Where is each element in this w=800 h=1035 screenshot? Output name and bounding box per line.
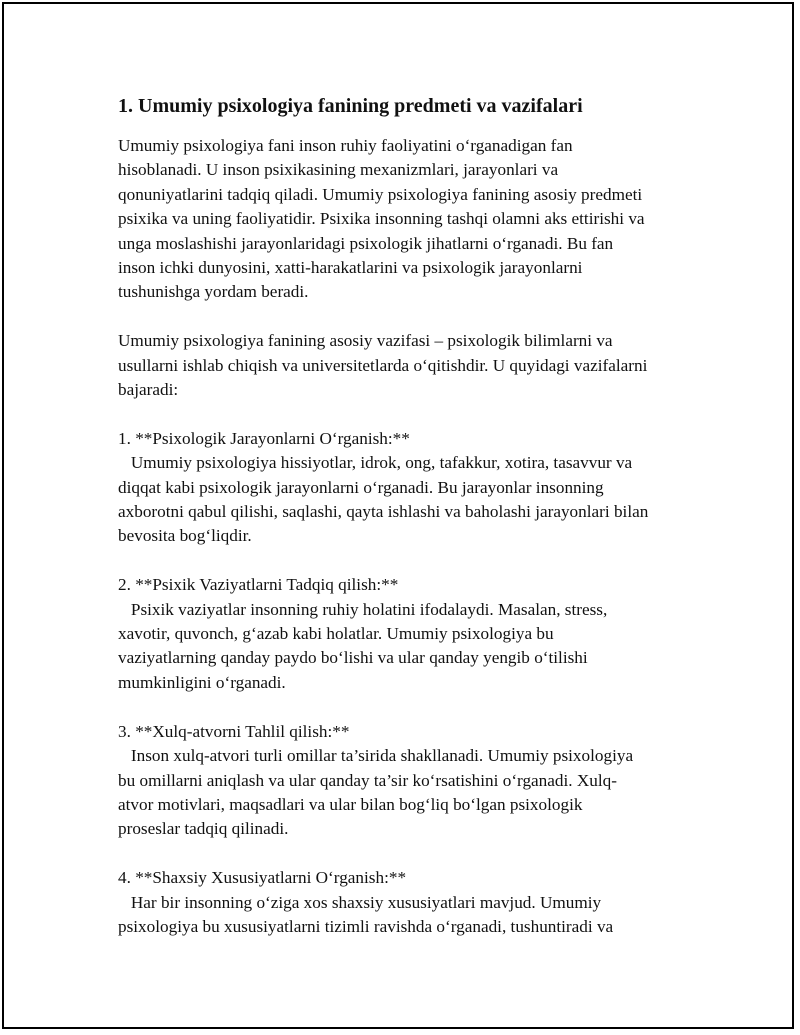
- list-item-3: [118, 720, 698, 842]
- text-line: psixologiya bu xususiyatlarni tizimli ravishda o‘rganadi, tushuntiradi va: [118, 916, 614, 936]
- text-line: Psixik vaziyatlar insonning ruhiy holatini ifodalaydi. Masalan, stress,: [118, 599, 608, 619]
- text-line: bevosita bog‘liqdir.: [118, 526, 252, 546]
- text-line: axborotni qabul qilishi, saqlashi, qayta ishlashi va baholashi jarayonlari bilan: [118, 502, 649, 522]
- text-line: Inson xulq-atvori turli omillar ta’sirida shakllanadi. Umumiy psixologiya: [118, 746, 634, 766]
- list-item-title: 3. **Xulq-atvorni Tahlil qilish:**: [118, 721, 350, 741]
- paragraph-tasks: [118, 329, 698, 402]
- text-line: qonuniyatlarini tadqiq qiladi. Umumiy psixologiya fanining asosiy predmeti: [118, 184, 643, 204]
- text-line: Umumiy psixologiya fanining asosiy vazifasi – psixologik bilimlarni va: [118, 331, 613, 351]
- list-item-title: 4. **Shaxsiy Xususiyatlarni O‘rganish:**: [118, 868, 407, 888]
- text-line: proseslar tadqiq qilinadi.: [118, 819, 289, 839]
- text-line: unga moslashishi jarayonlaridagi psixologik jihatlarni o‘rganadi. Bu fan: [118, 233, 614, 253]
- text-line: tushunishga yordam beradi.: [118, 282, 309, 302]
- paragraph-spacer: [118, 695, 698, 719]
- paragraph-spacer: [118, 842, 698, 866]
- text-line: bu omillarni aniqlash va ular qanday ta’sir ko‘rsatishini o‘rganadi. Xulq-: [118, 770, 617, 790]
- text-line: mumkinligini o‘rganadi.: [118, 672, 286, 692]
- list-item-title: 1. **Psixologik Jarayonlarni O‘rganish:**: [118, 428, 410, 448]
- list-item-title: 2. **Psixik Vaziyatlarni Tadqiq qilish:**: [118, 575, 399, 595]
- text-line: inson ichki dunyosini, xatti-harakatlarini va psixologik jarayonlarni: [118, 258, 583, 278]
- section-heading: 1. Umumiy psixologiya fanining predmeti va vazifalari: [118, 95, 583, 117]
- list-item-2: [118, 573, 698, 695]
- document-body: [118, 92, 698, 939]
- text-line: bajaradi:: [118, 380, 179, 400]
- list-item-1: [118, 427, 698, 549]
- text-line: Har bir insonning o‘ziga xos shaxsiy xususiyatlari mavjud. Umumiy: [118, 892, 602, 912]
- text-line: vaziyatlarning qanday paydo bo‘lishi va ular qanday yengib o‘tilishi: [118, 648, 588, 668]
- paragraph-spacer: [118, 549, 698, 573]
- paragraph-spacer: [118, 305, 698, 329]
- list-item-4: [118, 866, 698, 939]
- text-line: hisoblanadi. U inson psixikasining mexanizmlari, jarayonlari va: [118, 160, 559, 180]
- text-line: xavotir, quvonch, g‘azab kabi holatlar. Umumiy psixologiya bu: [118, 624, 554, 644]
- paragraph-intro: [118, 134, 698, 305]
- text-line: Umumiy psixologiya hissiyotlar, idrok, ong, tafakkur, xotira, tasavvur va: [118, 453, 633, 473]
- text-line: diqqat kabi psixologik jarayonlarni o‘rganadi. Bu jarayonlar insonning: [118, 477, 604, 497]
- text-line: psixika va uning faoliyatidir. Psixika insonning tashqi olamni aks ettirishi va: [118, 209, 645, 229]
- paragraph-spacer: [118, 402, 698, 426]
- text-line: atvor motivlari, maqsadlari va ular bilan bog‘liq bo‘lgan psixologik: [118, 794, 583, 814]
- text-line: usullarni ishlab chiqish va universitetlarda o‘qitishdir. U quyidagi vazifalarni: [118, 355, 648, 375]
- text-line: Umumiy psixologiya fani inson ruhiy faoliyatini o‘rganadigan fan: [118, 136, 573, 155]
